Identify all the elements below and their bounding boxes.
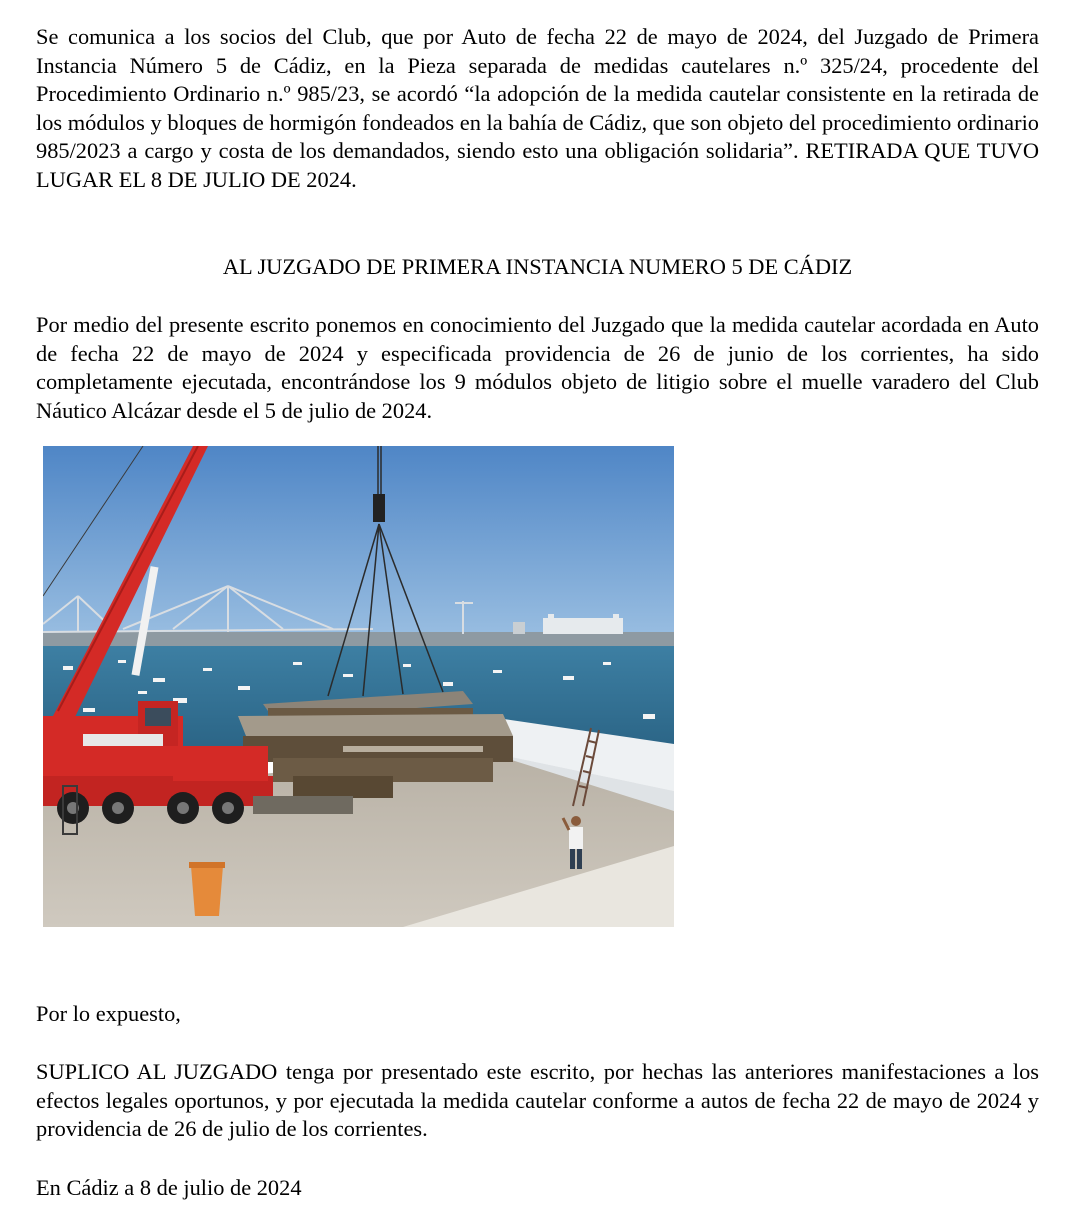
crane-lifting-modules-photo bbox=[43, 446, 674, 927]
orange-bin bbox=[189, 862, 225, 916]
sky bbox=[43, 446, 674, 646]
signature-line: En Cádiz a 8 de julio de 2024 bbox=[36, 1175, 302, 1200]
body-paragraph: Por medio del presente escrito ponemos en conocimiento del Juzgado que la medida cautelar acordada en Auto de fecha 22 de mayo de 2024 y especificada providencia de 26 de junio de los corrientes, ha sido completamente ejecutada, encontrándose los 9 módulos objeto de litigio sobre el muelle varadero del Club Náutico Alcázar desde el 5 de julio de 2024. bbox=[36, 312, 1039, 423]
request-paragraph: SUPLICO AL JUZGADO tenga por presentado este escrito, por hechas las anteriores manifestaciones a los efectos legales oportunos, y por ejecutada la medida cautelar conforme a autos de fecha 22 de mayo de 2024 y providencia de 26 de julio de los corrientes. bbox=[36, 1059, 1039, 1142]
court-heading: AL JUZGADO DE PRIMERA INSTANCIA NUMERO 5 DE CÁDIZ bbox=[222, 254, 853, 279]
intro-paragraph: Se comunica a los socios del Club, que por Auto de fecha 22 de mayo de 2024, del Juzgado de Primera Instancia Número 5 de Cádiz, en la Pieza separada de medidas cautelares n.º 325/24, procedente del Procedimiento Ordinario n.º 985/23, se acordó “la adopción de la medida cautelar consistente en la retirada de los módulos y bloques de hormigón fondeados en la bahía de Cádiz, que son objeto del procedimiento ordinario 985/2023 a cargo y costa de los demandados, siendo esto una obligación solidaria”. RETIRADA QUE TUVO LUGAR EL 8 DE JULIO DE 2024. bbox=[36, 24, 1039, 192]
crane-hook bbox=[373, 494, 385, 522]
closing-phrase: Por lo expuesto, bbox=[36, 1001, 181, 1026]
